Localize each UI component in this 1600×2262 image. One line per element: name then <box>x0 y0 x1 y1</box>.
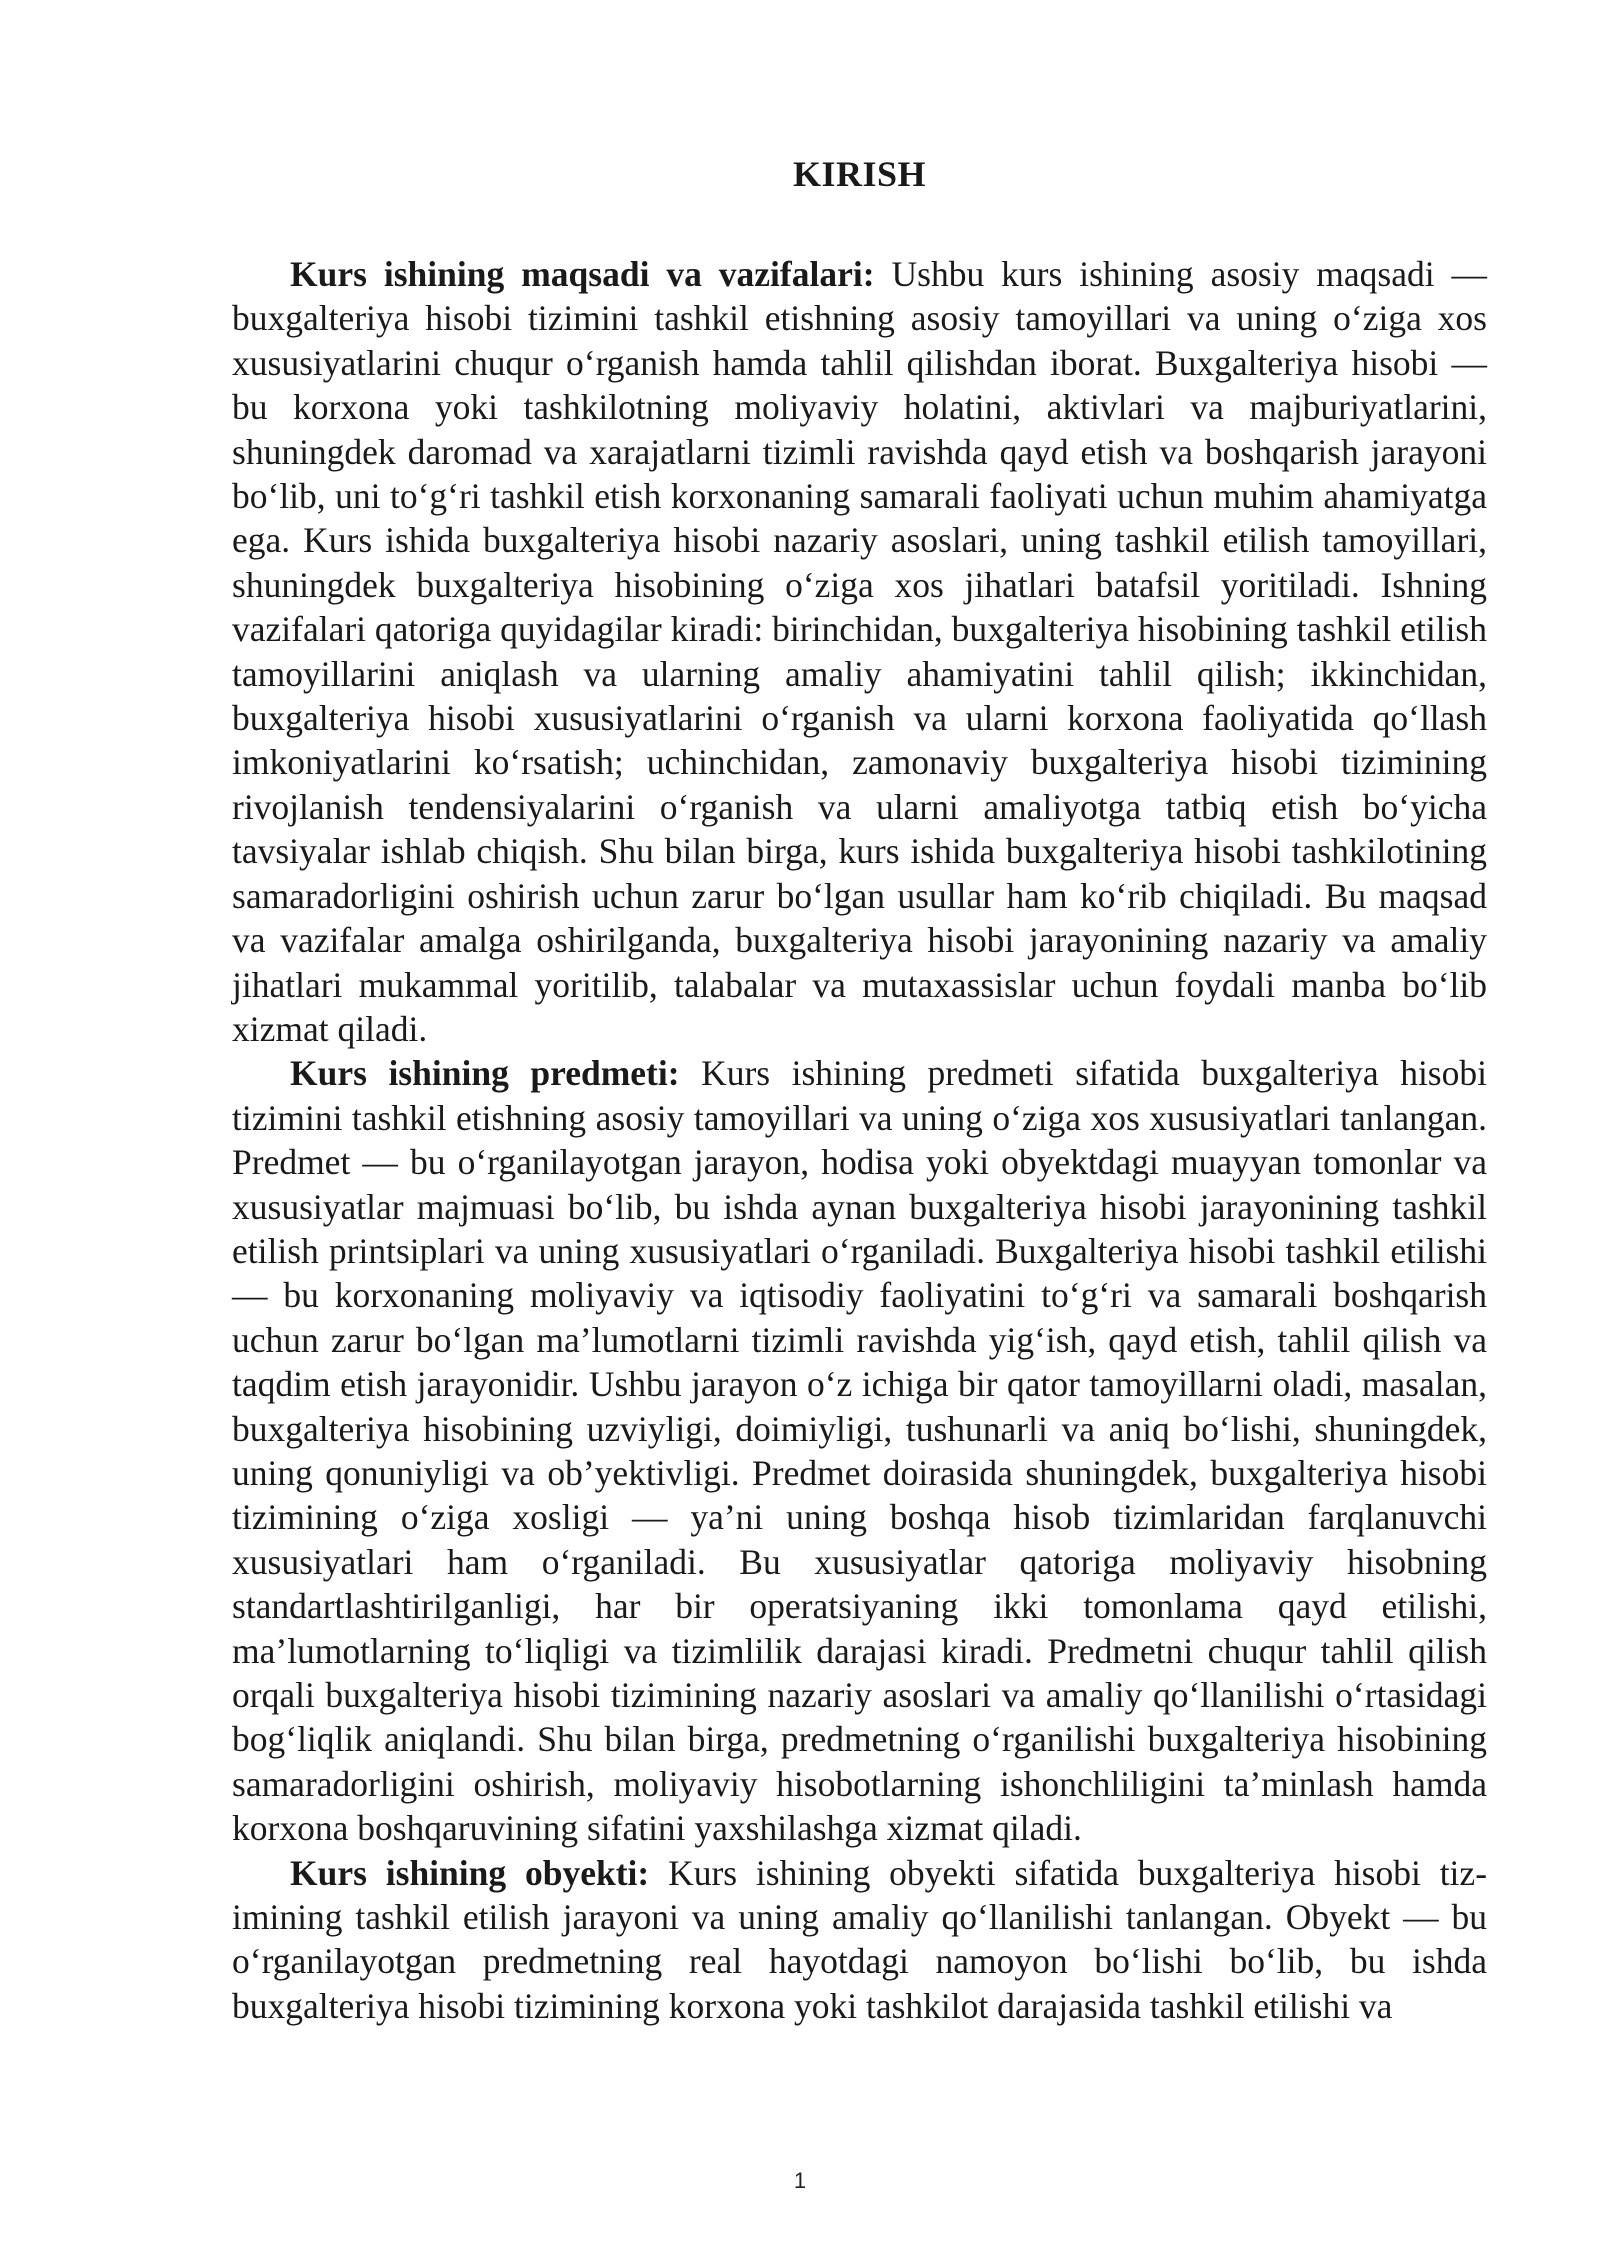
paragraph-text: Kurs ishining obyekti sifatida buxgalteriya hisobi tizimining tashkil etilish jarayoni va uning amaliy qo‘llanilishi tanlangan. Obyekt — bu o‘rganilayotgan predmetning real hayotdagi namoyon bo‘lishi bo‘lib, bu ishda buxgalteriya hisobi tizimining korxona yoki tashkilot darajasida tashkil etilishi va <box>232 1852 1488 2026</box>
page-number: 1 <box>793 2168 807 2193</box>
paragraph-text: Kurs ishining predmeti sifatida buxgalteriya hisobi tizimini tashkil etishning asosiy tamoyillari va uning o‘ziga xos xususiyatlari tanlangan. Predmet — bu o‘rganilayotgan jarayon, hodisa yoki obyektdagi muayyan tomonlar va xususiyatlar majmuasi bo‘lib, bu ishda aynan buxgalteriya hisobi jarayonining tashkil etilish printsiplari va uning xususiyatlari o‘rganiladi. Buxgalteriya hisobi tashkil etilishi — bu korxonaning moliyaviy va iqtisodiy faoliyatini to‘g‘ri va samarali boshqarish uchun zarur bo‘lgan ma’lumotlarni tizimli ravishda yig‘ish, qayd etish, tahlil qilish va taqdim etish jarayonidir. Ushbu jarayon o‘z ichiga bir qator tamoyillarni oladi, masalan, buxgalteriya hisobining uzviyligi, doimiyligi, tushunarli va aniq bo‘lishi, shuningdek, uning qonuniyligi va ob’yektivligi. Predmet doirasida shuningdek, buxgalteriya hisobi tizimining o‘ziga xosligi — ya’ni uning boshqa hisob tizimlaridan farqlanuvchi xususiyatlari ham o‘rganiladi. Bu xususiyatlar qatoriga moliyaviy hisobning standartlashtirilganligi, har bir operatsiyaning ikki tomonlama qayd etilishi, ma’lumotlarning to‘liqligi va tizimlilik darajasi kiradi. Predmetni chuqur tahlil qilish orqali buxgalteriya hisobi tizimining nazariy asoslari va amaliy qo‘llanilishi o‘rtasidagi bog‘liqlik aniqlandi. Shu bilan birga, predmetning o‘rganilishi buxgalteriya hisobining samaradorligini oshirish, moliyaviy hisobotlarning ishonchliligini ta’minlash hamda korxona boshqaruvining sifatini yaxshilashga xizmat qiladi. <box>232 1053 1487 1849</box>
paragraph-heading: Kurs ishining maqsadi va vazifalari: <box>290 254 875 294</box>
paragraph-heading: Kurs ishining obyekti: <box>290 1852 650 1893</box>
page-title: KIRISH <box>792 154 927 194</box>
paragraph-obyekti <box>232 1851 1487 2029</box>
page-content <box>232 152 1487 2028</box>
paragraph-text: Ushbu kurs ishining asosiy maqsadi — buxgalteriya hisobi tizimini tashkil etishning asosiy tamoyillari va uning o‘ziga xos xususiyatlarini chuqur o‘rganish hamda tahlil qilishdan iborat. Buxgalteriya hisobi — bu korxona yoki tashkilotning moliyaviy holatini, aktivlari va majburiyatlarini, shuningdek daromad va xarajatlarni tizimli ravishda qayd etish va boshqarish jarayoni bo‘lib, uni to‘g‘ri tashkil etish korxonaning samarali faoliyati uchun muhim ahamiyatga ega. Kurs ishida buxgalteriya hisobi nazariy asoslari, uning tashkil etilish tamoyillari, shuningdek buxgalteriya hisobining o‘ziga xos jihatlari batafsil yoritiladi. Ishning vazifalari qatoriga quyidagilar kiradi: birinchidan, buxgalteriya hisobining tashkil etilish tamoyillarini aniqlash va ularning amaliy ahamiyatini tahlil qilish; ikkinchidan, buxgalteriya hisobi xususiyatlarini o‘rganish va ularni korxona faoliyatida qo‘llash imkoniyatlarini ko‘rsatish; uchinchidan, zamonaviy buxgalteriya hisobi tizimining rivojlanish tendensiyalarini o‘rganish va ularni amaliyotga tatbiq etish bo‘yicha tavsiyalar ishlab chiqish. Shu bilan birga, kurs ishida buxgalteriya hisobi tashkilotining samaradorligini oshirish uchun zarur bo‘lgan usullar ham ko‘rib chiqiladi. Bu maqsad va vazifalar amalga oshirilganda, buxgalteriya hisobi jarayonining nazariy va amaliy jihatlari mukammal yoritilib, talabalar va mutaxassislar uchun foydali manba bo‘lib xizmat qiladi. <box>232 254 1488 1049</box>
paragraph-predmeti <box>232 1051 1487 1850</box>
paragraph-maqsadi <box>232 252 1487 1051</box>
paragraph-heading: Kurs ishining predmeti: <box>290 1053 680 1094</box>
